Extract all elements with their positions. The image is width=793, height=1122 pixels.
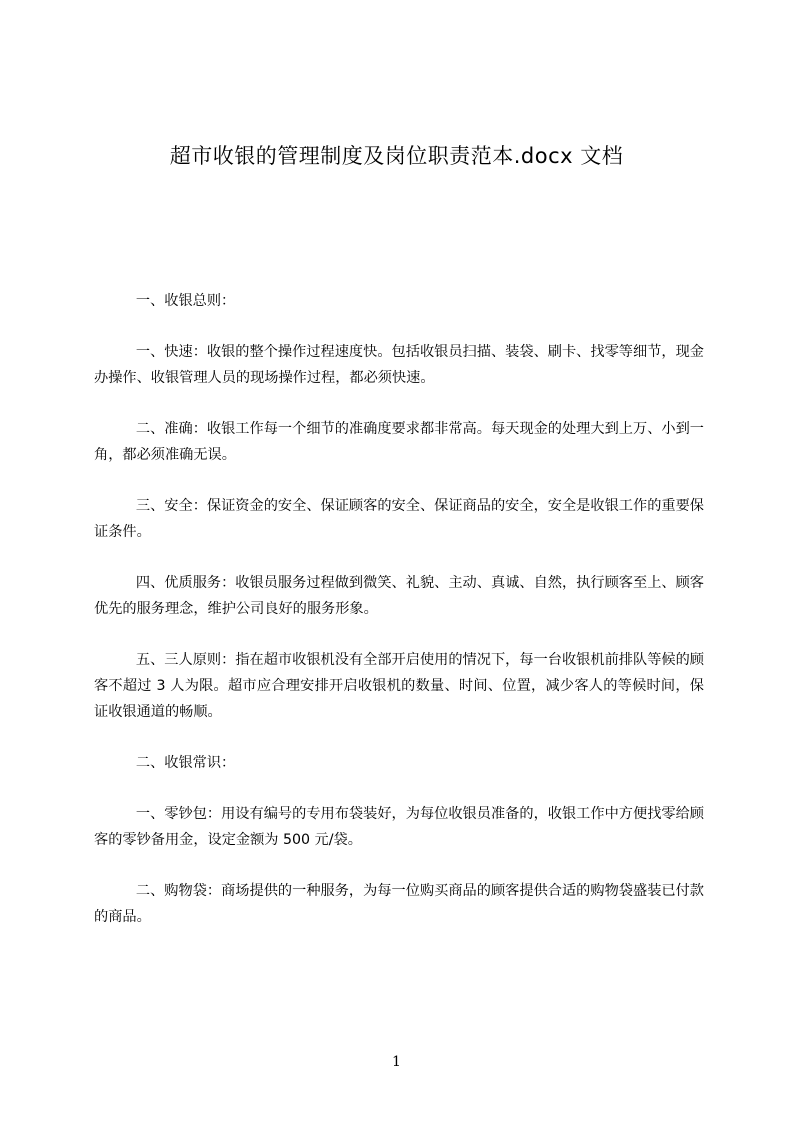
paragraph: 一、零钞包：用设有编号的专用布袋装好，为每位收银员准备的，收银工作中方便找零给顾客的零钞备用金，设定金额为 500 元/袋。 [94,806,704,848]
page-number: 1 [392,1054,401,1070]
paragraph: 二、准确：收银工作每一个细节的准确度要求都非常高。每天现金的处理大到上万、小到一角，都必须准确无误。 [94,421,704,463]
paragraph: 三、安全：保证资金的安全、保证顾客的安全、保证商品的安全，安全是收银工作的重要保证条件。 [94,498,704,540]
paragraph: 五、三人原则：指在超市收银机没有全部开启使用的情况下，每一台收银机前排队等候的顾客不超过 3 人为限。超市应合理安排开启收银机的数量、时间、位置，减少客人的等候时间，保证收银通道的畅顺。 [94,652,704,720]
paragraph: 一、快速：收银的整个操作过程速度快。包括收银员扫描、装袋、刷卡、找零等细节，现金办操作、收银管理人员的现场操作过程，都必须快速。 [94,344,704,386]
document-title: 超市收银的管理制度及岗位职责范本.docx 文档 [169,144,624,168]
paragraph: 二、购物袋：商场提供的一种服务，为每一位购买商品的顾客提供合适的购物袋盛装已付款的商品。 [94,883,704,925]
section-heading: 二、收银常识： [135,755,236,771]
section-heading: 一、收银总则： [135,293,236,309]
document-body [94,288,704,930]
paragraph: 四、优质服务：收银员服务过程做到微笑、礼貌、主动、真诚、自然，执行顾客至上、顾客优先的服务理念，维护公司良好的服务形象。 [94,575,704,617]
